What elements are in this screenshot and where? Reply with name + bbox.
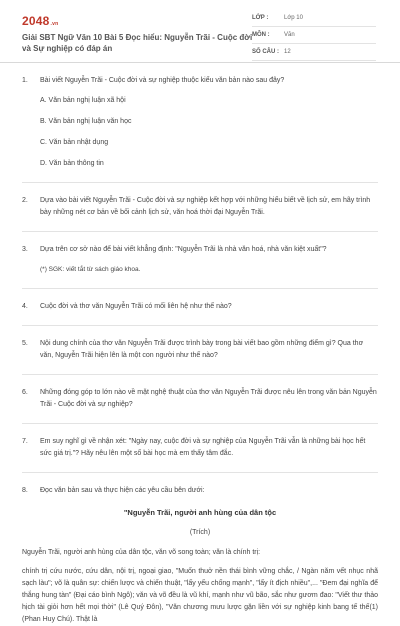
passage-title: "Nguyễn Trãi, người anh hùng của dân tộc [123, 508, 277, 517]
meta-label: SỐ CÂU : [252, 49, 279, 55]
question-number: 6. [22, 389, 28, 396]
meta-value: Văn [284, 32, 295, 38]
question-3 [22, 244, 378, 276]
question-7 [22, 436, 378, 460]
meta-label: MÔN : [252, 32, 270, 38]
question-number: 8. [22, 487, 28, 494]
question-number: 2. [22, 197, 28, 204]
question-5 [22, 338, 378, 362]
meta-table [252, 10, 376, 61]
logo-text: 2048 [22, 14, 50, 28]
answer-option-c[interactable]: C. Văn bản nhật dụng [40, 139, 109, 146]
question-number: 7. [22, 438, 28, 445]
question-6 [22, 387, 378, 411]
site-logo[interactable] [22, 14, 58, 28]
question-text: Nội dung chính của thơ văn Nguyễn Trãi được trình bày trong bài viết bao gồm những điểm gì? Qua thơ văn, Nguyễn Trãi hiện lên là một con người như thế nào? [40, 340, 364, 359]
question-2 [22, 195, 378, 219]
question-text: Những đóng góp to lớn nào về mặt nghệ thuật của thơ văn Nguyễn Trãi được nêu lên trong văn bản Nguyễn Trãi - Cuộc đời và sự nghiệp? [40, 389, 377, 408]
meta-row-class [252, 10, 376, 27]
meta-label: LỚP : [252, 15, 269, 21]
question-number: 4. [22, 303, 28, 310]
answer-option-a[interactable]: A. Văn bản nghị luận xã hội [40, 97, 126, 104]
question-4 [22, 301, 378, 313]
question-text: Bài viết Nguyễn Trãi - Cuộc đời và sự nghiệp thuộc kiểu văn bản nào sau đây? [40, 77, 285, 84]
passage-subtitle: (Trích) [189, 529, 211, 536]
question-number: 1. [22, 77, 28, 84]
logo-suffix: .vn [50, 21, 59, 27]
question-text: Em suy nghĩ gì về nhận xét: "Ngày nay, cuộc đời và sự nghiệp của Nguyễn Trãi vẫn là những bài học hết sức giá trị."? Hãy nêu lên một số bài học mà em thấy tâm đắc. [40, 438, 366, 457]
meta-value: Lớp 10 [284, 15, 303, 21]
meta-value: 12 [284, 49, 291, 55]
document-title: Giải SBT Ngữ Văn 10 Bài 5 Đọc hiểu: Nguyễn Trãi - Cuộc đời và Sự nghiệp có đáp án [22, 33, 253, 53]
question-text: Cuộc đời và thơ văn Nguyễn Trãi có mối liên hệ như thế nào? [40, 303, 232, 310]
passage-paragraph: Nguyễn Trãi, người anh hùng của dân tộc, văn võ song toàn; văn là chính trị: [22, 549, 261, 556]
passage-paragraph: chính trị cứu nước, cứu dân, nội trị, ngoại giao, "Muốn thuở nền thái bình vững chắc, / Ngàn năm vết nhục nhã sạch làu"; võ là quân sự: chiến lược và chiến thuật, "lấy yếu chống mạnh", "lấy ít địch nhiều",... "Đem đại nghĩa để thắng hung tàn" (Đại cáo bình Ngô); văn và võ đều là vũ khí, mạnh như vũ bão, sắc như gươm đao: "Viết thư thảo hịch tài giỏi hơn hết mọi thời" (Lê Quý Đôn), "Văn chương mưu lược gặn liền với sự nghiệp kinh bang tế thế(1) (Phan Huy Chú). Thật là [22, 568, 378, 623]
meta-row-subject [252, 27, 376, 44]
answer-option-d[interactable]: D. Văn bản thông tin [40, 160, 104, 167]
question-number: 3. [22, 246, 28, 253]
question-1 [22, 75, 378, 170]
question-number: 5. [22, 340, 28, 347]
question-text: Dựa vào bài viết Nguyễn Trãi - Cuộc đời và sự nghiệp kết hợp với những hiểu biết về lịch sử, em hãy trình bày những nét cơ bản về bối cảnh lịch sử, văn hoá thời đại Nguyễn Trãi. [40, 197, 371, 216]
answer-option-b[interactable]: B. Văn bản nghị luận văn học [40, 118, 132, 125]
question-text: Đọc văn bản sau và thực hiện các yêu cầu bên dưới: [40, 487, 205, 494]
page-header [0, 0, 400, 63]
meta-row-count [252, 44, 376, 61]
question-note: (*) SGK: viết tắt từ sách giáo khoa. [40, 266, 141, 273]
question-8 [22, 485, 378, 626]
question-text: Dựa trên cơ sở nào để bài viết khẳng định: "Nguyễn Trãi là nhà văn hoá, nhà văn kiệt xuất"? [40, 246, 327, 253]
questions-list [0, 63, 400, 626]
